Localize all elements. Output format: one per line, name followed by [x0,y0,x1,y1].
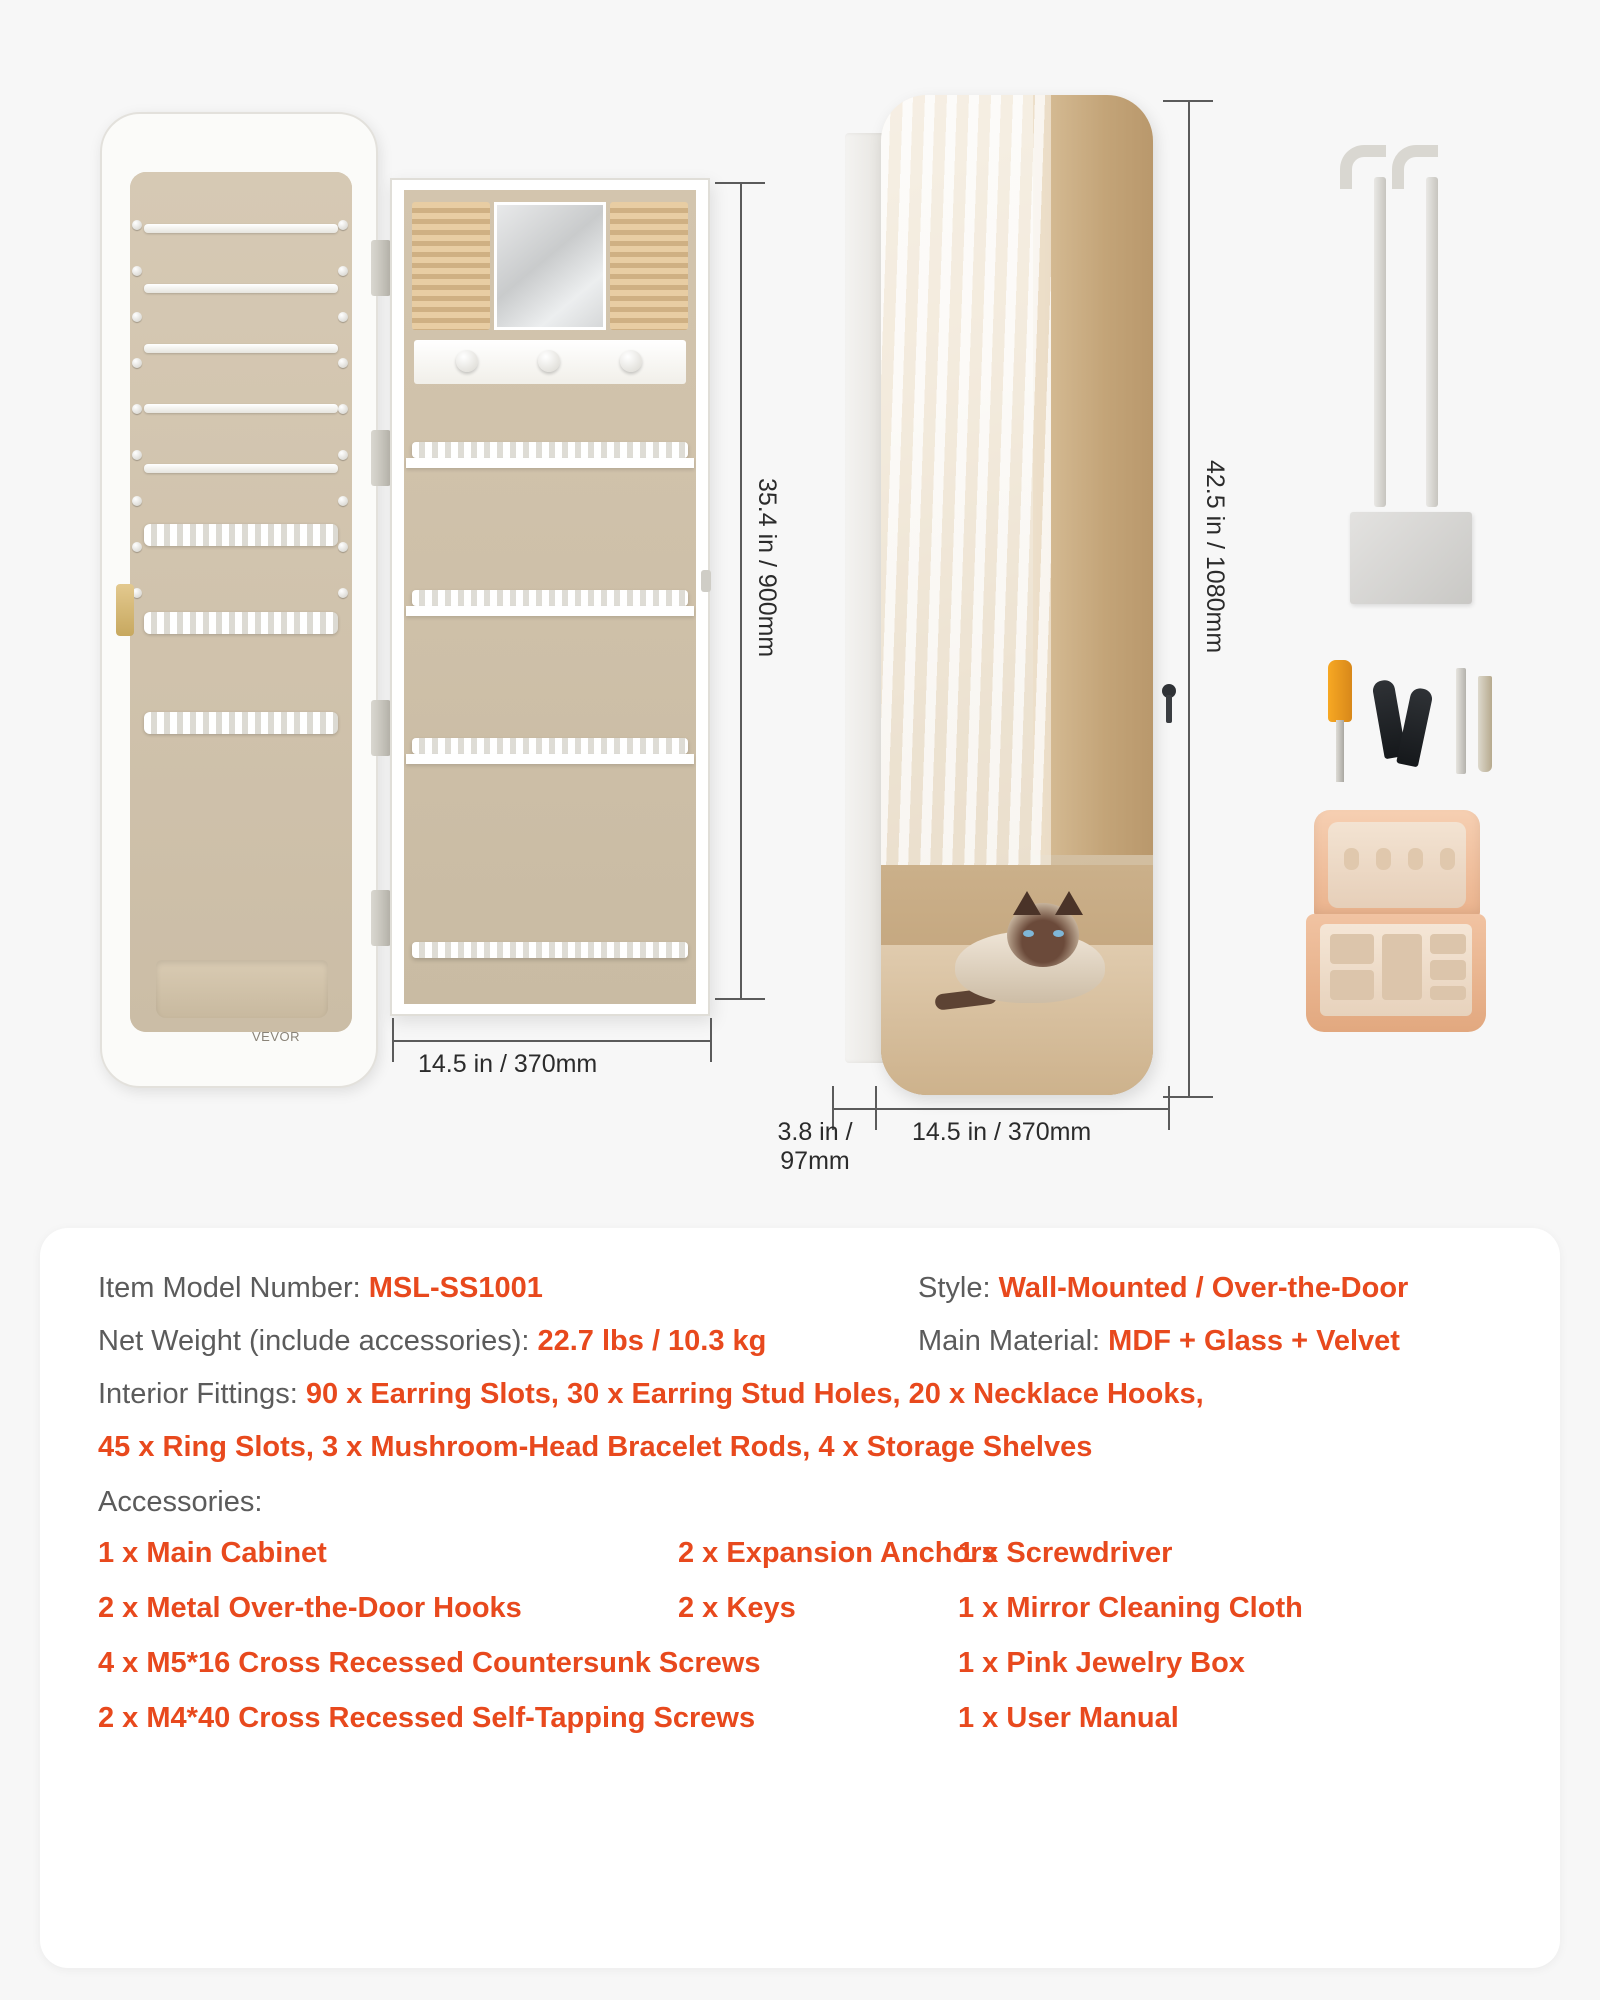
felt-lining [130,172,352,1032]
cat-ear [1013,891,1041,915]
dimension-tick [710,1018,712,1062]
earring-bar [144,344,338,353]
accessory-item: 1 x Mirror Cleaning Cloth [958,1592,1303,1624]
storage-shelf [406,458,694,468]
earring-bar [144,224,338,233]
stud-hole-column [132,220,142,634]
bracelet-rod-group [412,202,490,330]
sheer-curtain-reflection [881,95,1051,885]
ring-slot-row [144,712,338,734]
spec-row-fittings-1 [98,1380,1502,1409]
anchor-icon [1478,676,1492,772]
keys-icon [1378,672,1448,782]
accessory-item: 2 x Expansion Anchors [678,1537,998,1569]
accessory-item: 2 x M4*40 Cross Recessed Self-Tapping Screws [98,1702,756,1734]
mushroom-hook [538,350,560,372]
mirror-lock-icon [1161,683,1177,725]
dimension-line-vertical [1188,100,1190,1098]
storage-shelf [406,754,694,764]
stud-hole-column [338,220,348,634]
door-interior-felt [130,172,352,1032]
cabinet-door-panel [100,112,378,1088]
dimension-label-width: 14.5 in / 370mm [418,1050,598,1078]
cat-ear [1055,891,1083,915]
dimension-tick [1163,1096,1213,1098]
mushroom-hook [620,350,642,372]
style-value: Wall-Mounted / Over-the-Door [998,1272,1409,1304]
dimension-line-horizontal [875,1108,1170,1110]
fittings-value-line2: 45 x Ring Slots, 3 x Mushroom-Head Bracelet Rods, 4 x Storage Shelves [98,1431,1093,1463]
accessory-item: 1 x Screwdriver [958,1537,1173,1569]
accessories-label: Accessories: [98,1486,263,1518]
screw-icon [1456,668,1466,774]
cabinet-body [390,178,710,1016]
accessory-item: 2 x Keys [678,1592,796,1624]
fittings-value-line1: 90 x Earring Slots, 30 x Earring Stud Holes, 20 x Necklace Hooks, [305,1378,1204,1410]
accessory-item: 4 x M5*16 Cross Recessed Countersunk Screws [98,1647,761,1679]
dimension-tick [715,998,765,1000]
style-label: Style: [918,1272,999,1304]
earring-bar [144,404,338,413]
dimension-tick [392,1018,394,1062]
weight-label: Net Weight (include accessories): [98,1325,538,1357]
cat-eye [1023,930,1034,937]
earring-bar [144,464,338,473]
storage-shelf [406,606,694,616]
dimension-line-vertical [740,182,742,1000]
dimension-tick [1163,100,1213,102]
screwdriver-icon [1325,660,1353,782]
curtain-reflection [1033,95,1153,855]
mirror-cleaning-cloth [1350,512,1472,604]
ring-slot-row [144,524,338,546]
spec-row-model-style [98,1274,1502,1303]
necklace-hook-rail [414,340,686,384]
pink-jewelry-box [1300,810,1490,1040]
hinge [371,240,391,296]
over-the-door-hooks [1340,145,1460,485]
dimension-line-depth [832,1108,878,1110]
fabric-pouch [156,960,328,1018]
hinge [371,430,391,486]
ring-shelf [412,590,688,606]
bracelet-rod-group [610,202,688,330]
full-length-mirror [881,95,1153,1095]
brand-label: VEVOR [252,1029,301,1044]
dimension-label-height: 35.4 in / 900mm [752,478,781,658]
cabinet-lock-icon [701,570,711,592]
dimension-tick [715,182,765,184]
ring-shelf [412,942,688,958]
dimension-label-depth: 3.8 in / 97mm [777,1118,853,1175]
weight-value: 22.7 lbs / 10.3 kg [537,1325,767,1357]
hinge [371,700,391,756]
material-label: Main Material: [918,1325,1109,1357]
ring-shelf [412,738,688,754]
dimension-line-horizontal [392,1040,712,1042]
dimension-label-mirror-height: 42.5 in / 1080mm [1200,460,1229,654]
earring-bar [144,284,338,293]
specification-card [40,1228,1560,1968]
mirror-cabinet-closed [845,95,1155,1095]
model-label: Item Model Number: [98,1272,369,1304]
door-lock-icon [116,584,134,636]
accessory-item: 1 x User Manual [958,1702,1179,1734]
hinge [371,890,391,946]
accessory-item: 2 x Metal Over-the-Door Hooks [98,1592,522,1624]
accessory-item: 1 x Main Cabinet [98,1537,327,1569]
spec-row-weight-material [98,1327,1502,1356]
model-value: MSL-SS1001 [368,1272,543,1304]
spec-row-fittings-2 [98,1433,1502,1462]
accessory-item: 1 x Pink Jewelry Box [958,1647,1245,1679]
fittings-label: Interior Fittings: [98,1378,306,1410]
ring-slot-row [144,612,338,634]
accessories-grid [98,1537,1502,1735]
material-value: MDF + Glass + Velvet [1108,1325,1400,1357]
dimension-label-mirror-width: 14.5 in / 370mm [912,1118,1092,1146]
cat-eye [1053,930,1064,937]
interior-mirror [494,202,606,330]
mushroom-hook [456,350,478,372]
dimension-tick [1168,1086,1170,1130]
ring-shelf [412,442,688,458]
cabinet-interior [404,190,696,1004]
